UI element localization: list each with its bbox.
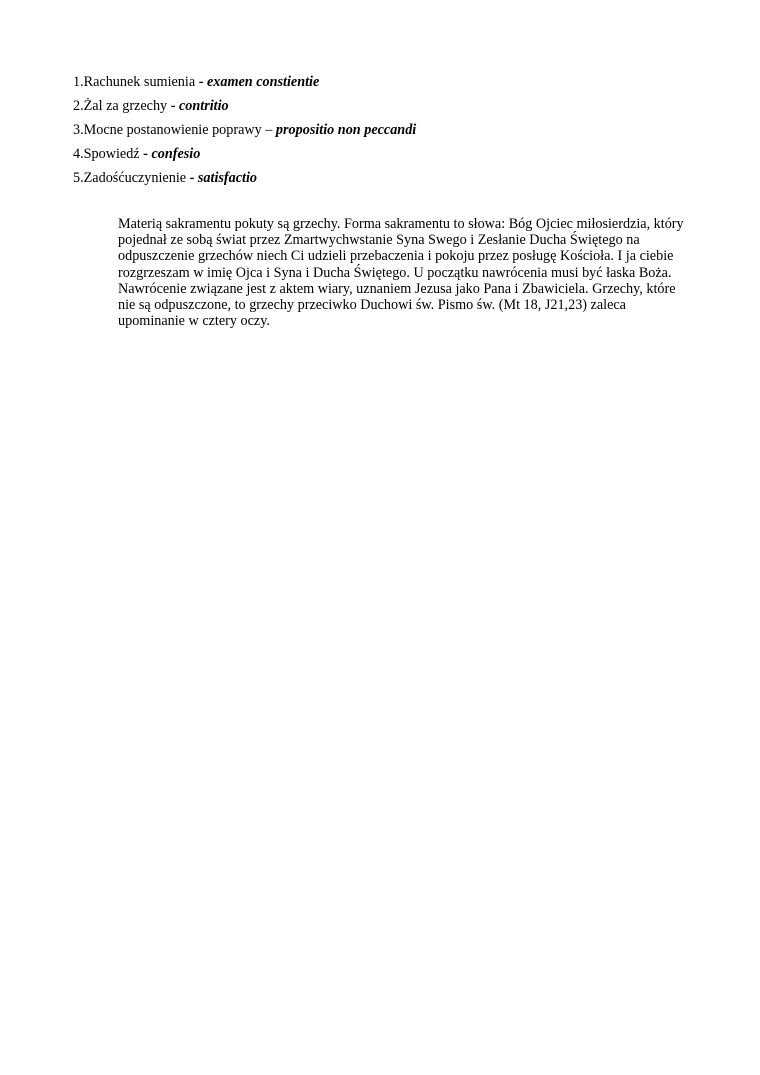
paragraph-line: upominanie w cztery oczy. (118, 313, 270, 330)
sacrament-steps-list (73, 70, 416, 190)
paragraph-line: odpuszczenie grzechów niech Ci udzieli przebaczenia i pokoju przez posługę Kościoła. I ja ciebie (118, 248, 674, 265)
list-item-latin-term: confesio (151, 146, 201, 162)
list-item-latin-term: satisfactio (197, 170, 258, 186)
list-item-number: 3. (73, 122, 84, 138)
list-item-separator: - (167, 98, 179, 114)
list-item-separator: - (186, 170, 198, 186)
list-item (73, 70, 416, 94)
list-item-latin-term: contritio (178, 98, 229, 114)
list-item (73, 166, 416, 190)
list-item-text: Żal za grzechy (83, 98, 168, 114)
body-paragraph (118, 216, 692, 329)
list-item-separator: – (261, 122, 276, 138)
list-item-latin-term: examen constientie (206, 74, 320, 90)
list-item (73, 94, 416, 118)
list-item-separator: - (198, 74, 207, 90)
list-item-separator: - (139, 146, 152, 162)
paragraph-line: Materią sakramentu pokuty są grzechy. Forma sakramentu to słowa: Bóg Ojciec miłosierdzia, który (118, 216, 684, 232)
paragraph-line: Nawrócenie związane jest z aktem wiary, uznaniem Jezusa jako Pana i Zbawiciela. Grzechy, które (118, 280, 676, 297)
list-item-text: Mocne postanowienie poprawy (83, 122, 262, 138)
paragraph-line: pojednał ze sobą świat przez Zmartwychwstanie Syna Swego i Zesłanie Ducha Świętego na (118, 232, 640, 249)
list-item-text: Spowiedź (83, 146, 140, 162)
list-item-text: Zadośćuczynienie (83, 170, 187, 186)
list-item-number: 2. (73, 98, 84, 114)
paragraph-line: nie są odpuszczone, to grzechy przeciwko Duchowi św. Pismo św. (Mt 18, J21,23) zaleca (118, 297, 626, 314)
list-item (73, 142, 416, 166)
list-item-number: 5. (73, 170, 84, 186)
list-item-latin-term: propositio non peccandi (275, 122, 417, 138)
list-item-number: 1. (73, 74, 84, 90)
list-item-number: 4. (73, 146, 84, 162)
paragraph-line: rozgrzeszam w imię Ojca i Syna i Ducha Świętego. U początku nawrócenia musi być łaska Boża. (118, 264, 672, 281)
list-item-text: Rachunek sumienia (83, 74, 199, 90)
list-item (73, 118, 416, 142)
